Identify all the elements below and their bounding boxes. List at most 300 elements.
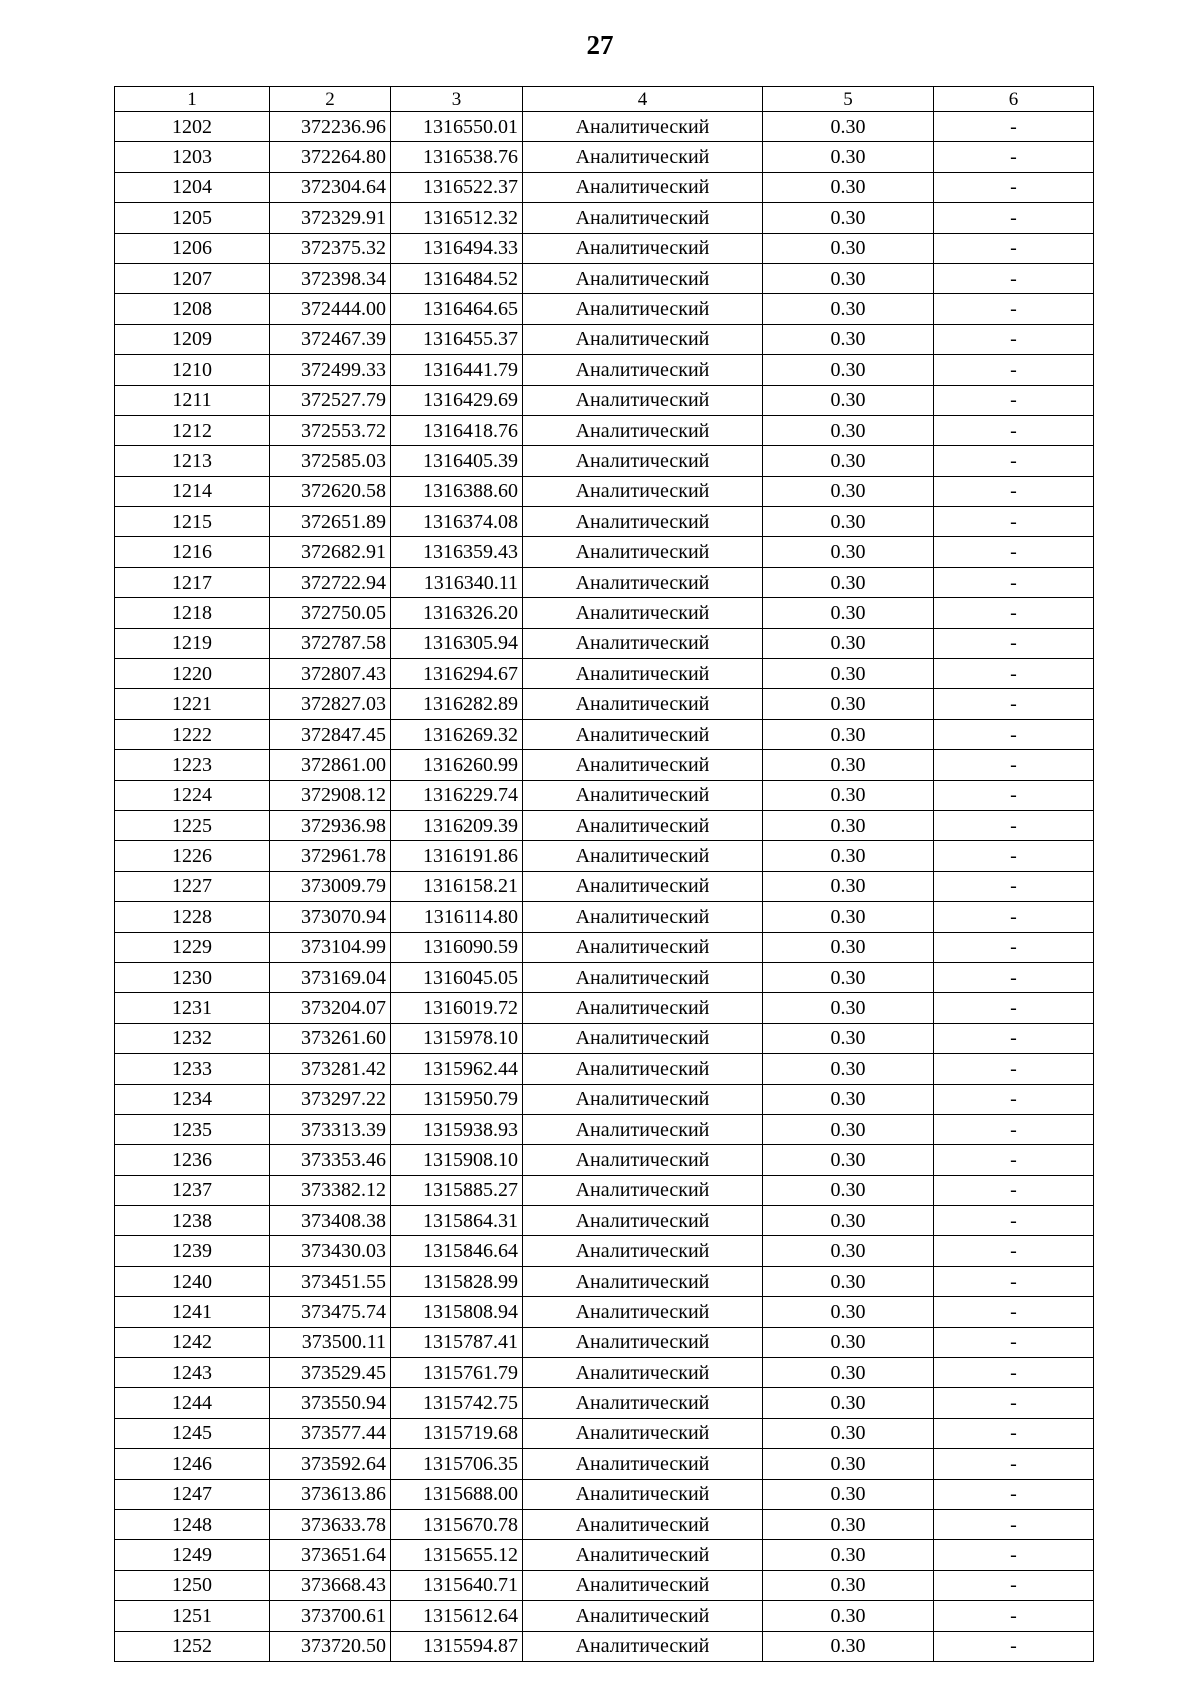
method-cell: Аналитический [523,324,763,354]
table-row [115,112,1094,142]
note-cell: - [934,1601,1094,1631]
y-coordinate-cell: 1316464.65 [391,294,523,324]
point-number-cell: 1226 [115,841,270,871]
x-coordinate-cell: 373475.74 [270,1297,391,1327]
table-row [115,1175,1094,1205]
point-number-cell: 1218 [115,598,270,628]
note-cell: - [934,993,1094,1023]
x-coordinate-cell: 373281.42 [270,1054,391,1084]
accuracy-cell: 0.30 [763,962,934,992]
accuracy-cell: 0.30 [763,689,934,719]
method-cell: Аналитический [523,294,763,324]
accuracy-cell: 0.30 [763,1266,934,1296]
note-cell: - [934,263,1094,293]
header-cell-5: 5 [763,87,934,112]
y-coordinate-cell: 1315808.94 [391,1297,523,1327]
method-cell: Аналитический [523,203,763,233]
note-cell: - [934,659,1094,689]
accuracy-cell: 0.30 [763,294,934,324]
table-row [115,962,1094,992]
note-cell: - [934,871,1094,901]
y-coordinate-cell: 1315640.71 [391,1570,523,1600]
page-number: 27 [586,30,614,60]
accuracy-cell: 0.30 [763,1479,934,1509]
method-cell: Аналитический [523,932,763,962]
note-cell: - [934,1084,1094,1114]
method-cell: Аналитический [523,1509,763,1539]
point-number-cell: 1224 [115,780,270,810]
note-cell: - [934,841,1094,871]
table-row [115,172,1094,202]
method-cell: Аналитический [523,962,763,992]
y-coordinate-cell: 1316484.52 [391,263,523,293]
note-cell: - [934,172,1094,202]
method-cell: Аналитический [523,1631,763,1661]
table-row [115,1570,1094,1600]
y-coordinate-cell: 1316260.99 [391,750,523,780]
accuracy-cell: 0.30 [763,233,934,263]
table-row [115,476,1094,506]
accuracy-cell: 0.30 [763,385,934,415]
method-cell: Аналитический [523,659,763,689]
table-row [115,537,1094,567]
x-coordinate-cell: 372682.91 [270,537,391,567]
point-number-cell: 1220 [115,659,270,689]
note-cell: - [934,1479,1094,1509]
y-coordinate-cell: 1315885.27 [391,1175,523,1205]
method-cell: Аналитический [523,1145,763,1175]
note-cell: - [934,476,1094,506]
table-row [115,1266,1094,1296]
accuracy-cell: 0.30 [763,1236,934,1266]
table-row [115,993,1094,1023]
accuracy-cell: 0.30 [763,1570,934,1600]
table-row [115,142,1094,172]
y-coordinate-cell: 1315594.87 [391,1631,523,1661]
method-cell: Аналитический [523,1054,763,1084]
table-row [115,1418,1094,1448]
accuracy-cell: 0.30 [763,142,934,172]
note-cell: - [934,446,1094,476]
x-coordinate-cell: 373430.03 [270,1236,391,1266]
table-row [115,1206,1094,1236]
method-cell: Аналитический [523,628,763,658]
method-cell: Аналитический [523,719,763,749]
y-coordinate-cell: 1315706.35 [391,1449,523,1479]
note-cell: - [934,1114,1094,1144]
point-number-cell: 1228 [115,902,270,932]
note-cell: - [934,355,1094,385]
accuracy-cell: 0.30 [763,1388,934,1418]
point-number-cell: 1241 [115,1297,270,1327]
x-coordinate-cell: 373070.94 [270,902,391,932]
x-coordinate-cell: 373408.38 [270,1206,391,1236]
x-coordinate-cell: 373009.79 [270,871,391,901]
y-coordinate-cell: 1315908.10 [391,1145,523,1175]
x-coordinate-cell: 372807.43 [270,659,391,689]
accuracy-cell: 0.30 [763,203,934,233]
method-cell: Аналитический [523,1449,763,1479]
note-cell: - [934,203,1094,233]
note-cell: - [934,142,1094,172]
point-number-cell: 1223 [115,750,270,780]
note-cell: - [934,1509,1094,1539]
x-coordinate-cell: 372861.00 [270,750,391,780]
point-number-cell: 1240 [115,1266,270,1296]
method-cell: Аналитический [523,172,763,202]
x-coordinate-cell: 372304.64 [270,172,391,202]
note-cell: - [934,689,1094,719]
accuracy-cell: 0.30 [763,1114,934,1144]
method-cell: Аналитический [523,1175,763,1205]
y-coordinate-cell: 1315719.68 [391,1418,523,1448]
point-number-cell: 1219 [115,628,270,658]
y-coordinate-cell: 1316191.86 [391,841,523,871]
x-coordinate-cell: 372787.58 [270,628,391,658]
method-cell: Аналитический [523,1540,763,1570]
y-coordinate-cell: 1315938.93 [391,1114,523,1144]
note-cell: - [934,932,1094,962]
y-coordinate-cell: 1315787.41 [391,1327,523,1357]
x-coordinate-cell: 372398.34 [270,263,391,293]
method-cell: Аналитический [523,750,763,780]
y-coordinate-cell: 1316229.74 [391,780,523,810]
x-coordinate-cell: 372961.78 [270,841,391,871]
table-row [115,233,1094,263]
method-cell: Аналитический [523,1266,763,1296]
x-coordinate-cell: 373651.64 [270,1540,391,1570]
point-number-cell: 1211 [115,385,270,415]
table-row [115,567,1094,597]
accuracy-cell: 0.30 [763,537,934,567]
header-cell-1: 1 [115,87,270,112]
note-cell: - [934,324,1094,354]
table-row [115,1236,1094,1266]
note-cell: - [934,294,1094,324]
table-body [115,112,1094,1662]
header-row [115,87,1094,112]
point-number-cell: 1202 [115,112,270,142]
x-coordinate-cell: 372651.89 [270,507,391,537]
x-coordinate-cell: 372585.03 [270,446,391,476]
method-cell: Аналитический [523,902,763,932]
accuracy-cell: 0.30 [763,263,934,293]
point-number-cell: 1209 [115,324,270,354]
table-row [115,1358,1094,1388]
point-number-cell: 1239 [115,1236,270,1266]
table-row [115,1297,1094,1327]
y-coordinate-cell: 1316455.37 [391,324,523,354]
x-coordinate-cell: 373353.46 [270,1145,391,1175]
y-coordinate-cell: 1315612.64 [391,1601,523,1631]
point-number-cell: 1251 [115,1601,270,1631]
y-coordinate-cell: 1315864.31 [391,1206,523,1236]
y-coordinate-cell: 1316538.76 [391,142,523,172]
x-coordinate-cell: 372264.80 [270,142,391,172]
table-row [115,871,1094,901]
x-coordinate-cell: 372750.05 [270,598,391,628]
accuracy-cell: 0.30 [763,1631,934,1661]
x-coordinate-cell: 373700.61 [270,1601,391,1631]
note-cell: - [934,1540,1094,1570]
note-cell: - [934,1388,1094,1418]
accuracy-cell: 0.30 [763,902,934,932]
accuracy-cell: 0.30 [763,1601,934,1631]
method-cell: Аналитический [523,1601,763,1631]
accuracy-cell: 0.30 [763,598,934,628]
accuracy-cell: 0.30 [763,750,934,780]
method-cell: Аналитический [523,385,763,415]
point-number-cell: 1206 [115,233,270,263]
point-number-cell: 1225 [115,810,270,840]
table-row [115,1449,1094,1479]
table-row [115,355,1094,385]
point-number-cell: 1249 [115,1540,270,1570]
y-coordinate-cell: 1316019.72 [391,993,523,1023]
point-number-cell: 1243 [115,1358,270,1388]
y-coordinate-cell: 1315688.00 [391,1479,523,1509]
accuracy-cell: 0.30 [763,172,934,202]
table-row [115,324,1094,354]
accuracy-cell: 0.30 [763,841,934,871]
accuracy-cell: 0.30 [763,446,934,476]
point-number-cell: 1242 [115,1327,270,1357]
table-row [115,1054,1094,1084]
note-cell: - [934,1054,1094,1084]
table-row [115,841,1094,871]
note-cell: - [934,1145,1094,1175]
method-cell: Аналитический [523,476,763,506]
table-row [115,1327,1094,1357]
x-coordinate-cell: 373720.50 [270,1631,391,1661]
y-coordinate-cell: 1316209.39 [391,810,523,840]
x-coordinate-cell: 373169.04 [270,962,391,992]
table-row [115,750,1094,780]
point-number-cell: 1248 [115,1509,270,1539]
note-cell: - [934,537,1094,567]
accuracy-cell: 0.30 [763,355,934,385]
point-number-cell: 1244 [115,1388,270,1418]
accuracy-cell: 0.30 [763,1449,934,1479]
x-coordinate-cell: 372553.72 [270,415,391,445]
accuracy-cell: 0.30 [763,1509,934,1539]
method-cell: Аналитический [523,1084,763,1114]
point-number-cell: 1252 [115,1631,270,1661]
table-row [115,1601,1094,1631]
y-coordinate-cell: 1316090.59 [391,932,523,962]
accuracy-cell: 0.30 [763,719,934,749]
note-cell: - [934,1631,1094,1661]
x-coordinate-cell: 373500.11 [270,1327,391,1357]
accuracy-cell: 0.30 [763,324,934,354]
table-row [115,598,1094,628]
x-coordinate-cell: 373529.45 [270,1358,391,1388]
point-number-cell: 1246 [115,1449,270,1479]
header-cell-4: 4 [523,87,763,112]
note-cell: - [934,810,1094,840]
note-cell: - [934,598,1094,628]
header-cell-2: 2 [270,87,391,112]
method-cell: Аналитический [523,1358,763,1388]
method-cell: Аналитический [523,355,763,385]
method-cell: Аналитический [523,598,763,628]
y-coordinate-cell: 1315742.75 [391,1388,523,1418]
note-cell: - [934,1449,1094,1479]
y-coordinate-cell: 1316282.89 [391,689,523,719]
point-number-cell: 1215 [115,507,270,537]
y-coordinate-cell: 1316494.33 [391,233,523,263]
note-cell: - [934,750,1094,780]
note-cell: - [934,719,1094,749]
note-cell: - [934,567,1094,597]
x-coordinate-cell: 372527.79 [270,385,391,415]
note-cell: - [934,507,1094,537]
point-number-cell: 1229 [115,932,270,962]
y-coordinate-cell: 1316326.20 [391,598,523,628]
table-row [115,719,1094,749]
header-cell-6: 6 [934,87,1094,112]
method-cell: Аналитический [523,537,763,567]
point-number-cell: 1227 [115,871,270,901]
accuracy-cell: 0.30 [763,932,934,962]
x-coordinate-cell: 373261.60 [270,1023,391,1053]
point-number-cell: 1207 [115,263,270,293]
y-coordinate-cell: 1315761.79 [391,1358,523,1388]
accuracy-cell: 0.30 [763,810,934,840]
accuracy-cell: 0.30 [763,1297,934,1327]
x-coordinate-cell: 373613.86 [270,1479,391,1509]
y-coordinate-cell: 1316158.21 [391,871,523,901]
point-number-cell: 1208 [115,294,270,324]
accuracy-cell: 0.30 [763,628,934,658]
note-cell: - [934,1023,1094,1053]
accuracy-cell: 0.30 [763,112,934,142]
point-number-cell: 1245 [115,1418,270,1448]
table-row [115,385,1094,415]
method-cell: Аналитический [523,112,763,142]
y-coordinate-cell: 1316114.80 [391,902,523,932]
accuracy-cell: 0.30 [763,871,934,901]
y-coordinate-cell: 1315950.79 [391,1084,523,1114]
accuracy-cell: 0.30 [763,1418,934,1448]
x-coordinate-cell: 372467.39 [270,324,391,354]
table-row [115,203,1094,233]
table-row [115,446,1094,476]
table-row [115,1388,1094,1418]
accuracy-cell: 0.30 [763,780,934,810]
x-coordinate-cell: 373313.39 [270,1114,391,1144]
point-number-cell: 1238 [115,1206,270,1236]
method-cell: Аналитический [523,1114,763,1144]
note-cell: - [934,1418,1094,1448]
accuracy-cell: 0.30 [763,1084,934,1114]
y-coordinate-cell: 1316405.39 [391,446,523,476]
table-row [115,1540,1094,1570]
y-coordinate-cell: 1316340.11 [391,567,523,597]
note-cell: - [934,902,1094,932]
method-cell: Аналитический [523,446,763,476]
accuracy-cell: 0.30 [763,993,934,1023]
accuracy-cell: 0.30 [763,1023,934,1053]
x-coordinate-cell: 372499.33 [270,355,391,385]
x-coordinate-cell: 373451.55 [270,1266,391,1296]
accuracy-cell: 0.30 [763,1540,934,1570]
y-coordinate-cell: 1316374.08 [391,507,523,537]
y-coordinate-cell: 1316512.32 [391,203,523,233]
method-cell: Аналитический [523,1206,763,1236]
accuracy-cell: 0.30 [763,415,934,445]
y-coordinate-cell: 1315978.10 [391,1023,523,1053]
note-cell: - [934,1206,1094,1236]
y-coordinate-cell: 1316305.94 [391,628,523,658]
y-coordinate-cell: 1315846.64 [391,1236,523,1266]
table-row [115,1479,1094,1509]
x-coordinate-cell: 372620.58 [270,476,391,506]
x-coordinate-cell: 373668.43 [270,1570,391,1600]
note-cell: - [934,780,1094,810]
y-coordinate-cell: 1315670.78 [391,1509,523,1539]
x-coordinate-cell: 373577.44 [270,1418,391,1448]
x-coordinate-cell: 373382.12 [270,1175,391,1205]
table-header [115,87,1094,112]
x-coordinate-cell: 372375.32 [270,233,391,263]
note-cell: - [934,962,1094,992]
point-number-cell: 1214 [115,476,270,506]
method-cell: Аналитический [523,142,763,172]
point-number-cell: 1210 [115,355,270,385]
accuracy-cell: 0.30 [763,1054,934,1084]
note-cell: - [934,1175,1094,1205]
x-coordinate-cell: 373550.94 [270,1388,391,1418]
note-cell: - [934,385,1094,415]
point-number-cell: 1247 [115,1479,270,1509]
y-coordinate-cell: 1316388.60 [391,476,523,506]
x-coordinate-cell: 373204.07 [270,993,391,1023]
table-row [115,902,1094,932]
table-row [115,659,1094,689]
coordinates-table [114,86,1094,1662]
note-cell: - [934,112,1094,142]
table-row [115,1509,1094,1539]
point-number-cell: 1250 [115,1570,270,1600]
accuracy-cell: 0.30 [763,567,934,597]
note-cell: - [934,233,1094,263]
table-row [115,780,1094,810]
point-number-cell: 1205 [115,203,270,233]
point-number-cell: 1232 [115,1023,270,1053]
point-number-cell: 1204 [115,172,270,202]
y-coordinate-cell: 1316550.01 [391,112,523,142]
y-coordinate-cell: 1316429.69 [391,385,523,415]
y-coordinate-cell: 1315828.99 [391,1266,523,1296]
method-cell: Аналитический [523,415,763,445]
method-cell: Аналитический [523,1479,763,1509]
point-number-cell: 1213 [115,446,270,476]
point-number-cell: 1233 [115,1054,270,1084]
point-number-cell: 1231 [115,993,270,1023]
point-number-cell: 1234 [115,1084,270,1114]
y-coordinate-cell: 1316418.76 [391,415,523,445]
y-coordinate-cell: 1316045.05 [391,962,523,992]
point-number-cell: 1217 [115,567,270,597]
point-number-cell: 1230 [115,962,270,992]
x-coordinate-cell: 373633.78 [270,1509,391,1539]
table-row [115,1114,1094,1144]
table-row [115,263,1094,293]
table-row [115,932,1094,962]
table-row [115,507,1094,537]
method-cell: Аналитический [523,871,763,901]
